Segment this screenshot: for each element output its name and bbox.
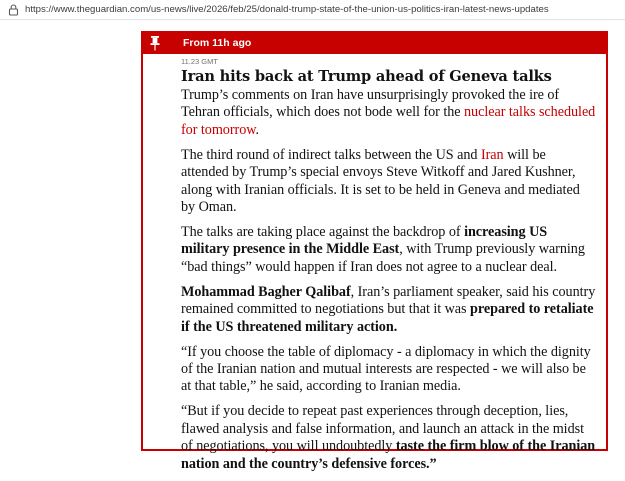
- nuclear-talks-link[interactable]: nuclear talks scheduled for tomorrow: [181, 104, 596, 138]
- lock-icon[interactable]: [6, 3, 20, 17]
- paragraph: [181, 87, 596, 139]
- paragraph-text: will be attended by Trump’s special envoys Steve Witkoff and Jared Kushner, along with Iranian officials. It is set to be held in Geneva and mediated by Oman.: [181, 146, 580, 216]
- paragraph-text: , with Trump previously warning “bad things” would happen if Iran does not agree to a nuclear deal.: [181, 241, 585, 275]
- pinned-post-header: [143, 33, 606, 54]
- paragraph-text: “But if you decide to repeat past experiences through deception, lies, flawed analysis and false information, and launch an attack in the midst of negotiations, you will undoubtedly: [181, 403, 584, 455]
- paragraph-text: , Iran’s parliament speaker, said his country remained committed to negotiations but that it was: [181, 283, 596, 318]
- address-bar[interactable]: [0, 0, 625, 20]
- paragraph-text: “If you choose the table of diplomacy - a diplomacy in which the dignity of the Iranian nation and mutual interests are respected - we will also be at that table,” he said, according to Iranian media.: [181, 343, 591, 395]
- post-timestamp[interactable]: 11.23 GMT: [181, 57, 218, 66]
- paragraph: [181, 224, 596, 276]
- paragraph-bold-text: ”: [429, 455, 437, 472]
- paragraph-text: The talks are taking place against the backdrop of: [181, 224, 465, 241]
- paragraph-bold-text: Mohammad Bagher Qalibaf: [181, 283, 351, 300]
- paragraph-text: .: [255, 121, 260, 138]
- paragraph-bold-text: increasing US military presence in the Middle East: [181, 224, 548, 258]
- paragraph-bold-text: prepared to retaliate if the US threatened military action.: [181, 301, 594, 335]
- paragraph-text: The third round of indirect talks between the US and: [181, 146, 481, 163]
- pin-icon: [150, 35, 160, 51]
- post-body: [181, 56, 596, 481]
- url-text[interactable]: https://www.theguardian.com/us-news/live/2026/feb/25/donald-trump-state-of-the-union-us-politics-iran-latest-news-updates: [25, 4, 549, 15]
- paragraph: [181, 403, 596, 473]
- post-headline: Iran hits back at Trump ahead of Geneva talks: [181, 68, 552, 85]
- paragraph: [181, 147, 596, 217]
- paragraph-bold-text: taste the firm blow of the Iranian nation and the country’s defensive forces.: [181, 438, 596, 472]
- paragraph: [181, 284, 596, 336]
- pinned-label: From 11h ago: [183, 37, 252, 49]
- paragraph: [181, 344, 596, 396]
- paragraph-text: Trump’s comments on Iran have unsurprisingly provoked the ire of Tehran officials, which does not bode well for the: [181, 87, 560, 121]
- liveblog-pinned-post: [141, 31, 608, 472]
- iran-link[interactable]: Iran: [480, 146, 504, 163]
